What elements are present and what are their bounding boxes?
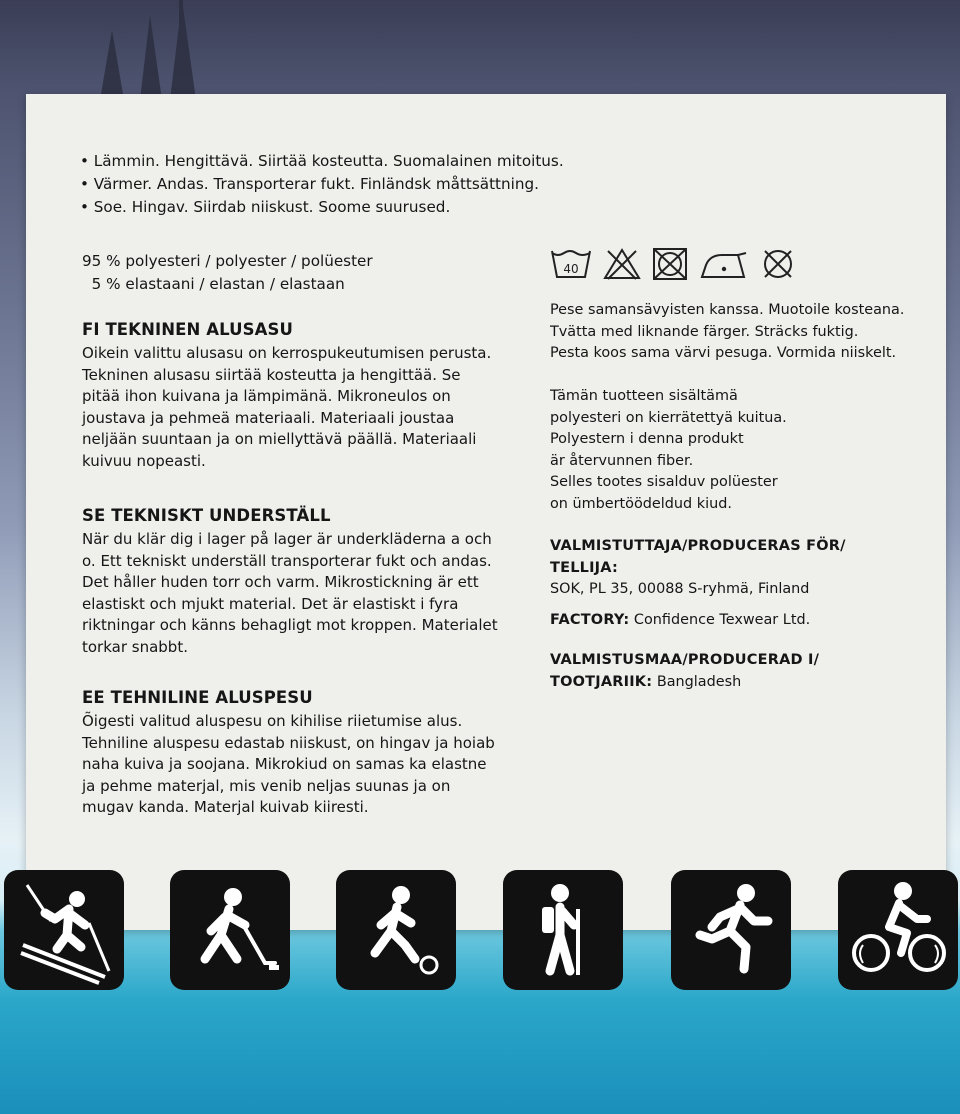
football-icon	[336, 870, 456, 990]
recycled-line: Selles tootes sisalduv polüester	[550, 474, 778, 490]
section-se-heading: SE TEKNISKT UNDERSTÄLL	[82, 506, 331, 525]
bullet-se: • Värmer. Andas. Transporterar fukt. Finländsk måttsättning.	[80, 175, 539, 193]
material-elastane: 5 % elastaani / elastan / elastaan	[82, 275, 345, 293]
wash-40-icon	[550, 247, 592, 281]
material-composition	[82, 250, 373, 296]
recycled-line: Polyestern i denna produkt	[550, 431, 744, 447]
recycled-line: on ümbertöödeldud kiud.	[550, 495, 732, 512]
origin-value: Bangladesh	[652, 673, 742, 690]
section-ee	[82, 688, 502, 819]
recycled-line: är återvunnen fiber.	[550, 452, 694, 469]
no-bleach-icon	[602, 247, 642, 281]
section-fi	[82, 320, 502, 473]
manufacturer-value: SOK, PL 35, 00088 S-ryhmä, Finland	[550, 581, 810, 597]
wash-temp: 40	[563, 262, 579, 276]
material-polyester: 95 % polyesteri / polyester / polüester	[82, 252, 373, 270]
no-tumble-dry-icon	[652, 247, 688, 281]
iron-low-icon	[698, 247, 750, 281]
bullet-fi: • Lämmin. Hengittävä. Siirtää kosteutta. Suomalainen mitoitus.	[80, 152, 564, 170]
section-ee-text: Õigesti valitud aluspesu on kihilise riietumise alus. Tehniline aluspesu edastab niiskust, on hingav ja hoiab naha kuiva ja soojana. Mikrokiud on samas ka elastne ja pehme materjal, mis venib neljas suunas ja on mugav kanda. Materjal kuivab kiiresti.	[82, 712, 495, 817]
feature-bullets	[80, 150, 564, 219]
factory-info	[550, 610, 910, 632]
section-ee-heading: EE TEHNILINE ALUSPESU	[82, 688, 313, 707]
section-fi-text: Oikein valittu alusasu on kerrospukeutumisen perusta. Tekninen alusasu siirtää kosteutta ja hengittää. Se pitää ihon kuivana ja lämpimänä. Mikroneulos on joustava ja pehmeä materiaali. Materiaali joustaa neljään suuntaan ja on miellyttävä päällä. Materiaali kuivuu nopeasti.	[82, 344, 492, 470]
cycling-icon	[838, 870, 958, 990]
section-se	[82, 506, 502, 659]
care-symbols	[550, 244, 796, 284]
recycled-line: Tämän tuotteen sisältämä	[550, 388, 738, 404]
factory-label: FACTORY:	[550, 612, 630, 628]
sport-icons-row	[0, 870, 960, 994]
washing-instructions	[550, 300, 910, 365]
hiking-icon	[503, 870, 623, 990]
wash-se: Tvätta med liknande färger. Sträcks fuktig.	[550, 323, 859, 340]
section-se-text: När du klär dig i lager på lager är underkläderna a och o. Ett tekniskt underställ transporterar fukt och andas. Det håller huden torr och varm. Mikrostickning är ett elastiskt och mjukt material. Det är elastiskt i fyra riktningar och känns behagligt mot kroppen. Materialet torkar snabbt.	[82, 530, 498, 656]
running-icon	[671, 870, 791, 990]
no-dry-clean-icon	[760, 247, 796, 281]
recycled-info	[550, 386, 910, 515]
product-label	[26, 94, 946, 930]
wash-fi: Pese samansävyisten kanssa. Muotoile kosteana.	[550, 302, 905, 318]
manufacturer-label: VALMISTUTTAJA/PRODUCERAS FÖR/ TELLIJA:	[550, 538, 846, 576]
recycled-line: polyesteri on kierrätettyä kuitua.	[550, 409, 787, 426]
factory-value: Confidence Texwear Ltd.	[629, 612, 811, 628]
forest-background	[0, 0, 960, 100]
wash-ee: Pesta koos sama värvi pesuga. Vormida niiskelt.	[550, 345, 897, 361]
hockey-icon	[170, 870, 290, 990]
manufacturer-info	[550, 536, 880, 601]
bullet-ee: • Soe. Hingav. Siirdab niiskust. Soome suurused.	[80, 198, 451, 216]
origin-label: VALMISTUSMAA/PRODUCERAD I/ TOOTJARIIK:	[550, 652, 820, 690]
origin-info	[550, 650, 850, 693]
section-fi-heading: FI TEKNINEN ALUSASU	[82, 320, 293, 339]
skiing-icon	[4, 870, 124, 990]
